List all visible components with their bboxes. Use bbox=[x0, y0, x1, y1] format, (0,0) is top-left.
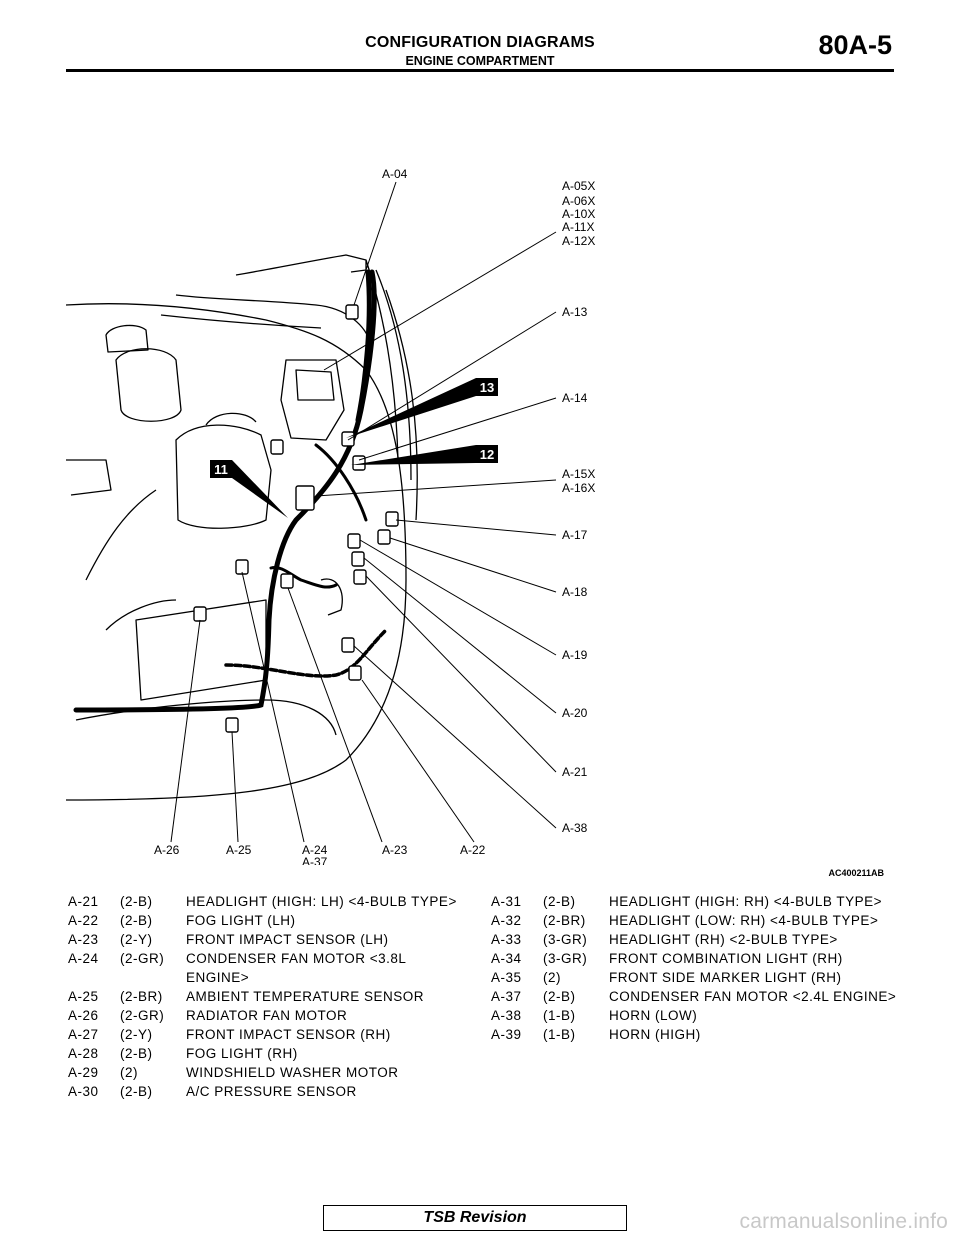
tag-11 bbox=[210, 460, 288, 518]
callout-a25: A-25 bbox=[226, 843, 252, 857]
connector-description: HORN (LOW) bbox=[609, 1008, 698, 1023]
engine-compartment-diagram bbox=[66, 160, 896, 865]
engine-outline bbox=[66, 255, 417, 800]
connector-code: A-26 bbox=[68, 1008, 99, 1023]
tag-11-label: 11 bbox=[214, 462, 228, 477]
connector-code: A-28 bbox=[68, 1046, 99, 1061]
legend-row bbox=[68, 1063, 468, 1082]
connector-description: FOG LIGHT (LH) bbox=[186, 913, 296, 928]
connector-code: A-21 bbox=[68, 894, 99, 909]
tag-13-label: 13 bbox=[479, 380, 495, 395]
callout-a18: A-18 bbox=[562, 585, 588, 599]
connector-description: FRONT IMPACT SENSOR (LH) bbox=[186, 932, 389, 947]
connector-description: FRONT COMBINATION LIGHT (RH) bbox=[609, 951, 843, 966]
connector-type: (3-GR) bbox=[543, 932, 588, 947]
connector-code: A-33 bbox=[491, 932, 522, 947]
legend-row bbox=[68, 1082, 468, 1101]
callout-a11x: A-11X bbox=[562, 220, 595, 234]
connector-type: (1-B) bbox=[543, 1008, 576, 1023]
page-number: 80A-5 bbox=[818, 30, 892, 60]
legend-row bbox=[491, 949, 901, 968]
connector-description: HEADLIGHT (HIGH: LH) <4-BULB TYPE> bbox=[186, 894, 457, 909]
connector-description: FOG LIGHT (RH) bbox=[186, 1046, 298, 1061]
callout-a13: A-13 bbox=[562, 305, 588, 319]
section-title: CONFIGURATION DIAGRAMS bbox=[365, 34, 595, 51]
figure-code: AC400211AB bbox=[828, 868, 884, 878]
connector-type: (3-GR) bbox=[543, 951, 588, 966]
callout-a19: A-19 bbox=[562, 648, 588, 662]
callout-a22: A-22 bbox=[460, 843, 486, 857]
legend-row bbox=[491, 1025, 901, 1044]
callout-a38: A-38 bbox=[562, 821, 588, 835]
legend-row bbox=[68, 949, 468, 987]
header-rule bbox=[66, 69, 894, 72]
callout-a21: A-21 bbox=[562, 765, 588, 779]
callout-a26: A-26 bbox=[154, 843, 180, 857]
tsb-revision-box: TSB Revision bbox=[323, 1205, 627, 1231]
connector-description: CONDENSER FAN MOTOR <2.4L ENGINE> bbox=[609, 989, 897, 1004]
connector-type: (2) bbox=[120, 1065, 138, 1080]
callout-labels bbox=[154, 167, 595, 865]
connector-description: RADIATOR FAN MOTOR bbox=[186, 1008, 348, 1023]
connector-code: A-27 bbox=[68, 1027, 99, 1042]
legend-row bbox=[68, 1044, 468, 1063]
connector-legend-right bbox=[491, 892, 901, 1044]
connector-description: WINDSHIELD WASHER MOTOR bbox=[186, 1065, 399, 1080]
connector-code: A-22 bbox=[68, 913, 99, 928]
connector-legend-left bbox=[68, 892, 468, 1101]
legend-row bbox=[68, 911, 468, 930]
legend-row bbox=[491, 911, 901, 930]
connector-type: (2-B) bbox=[120, 913, 153, 928]
connector-type: (1-B) bbox=[543, 1027, 576, 1042]
legend-row bbox=[68, 987, 468, 1006]
connector-code: A-35 bbox=[491, 970, 522, 985]
connector-description: A/C PRESSURE SENSOR bbox=[186, 1084, 357, 1099]
legend-row bbox=[491, 892, 901, 911]
connector-code: A-37 bbox=[491, 989, 522, 1004]
callout-a12x: A-12X bbox=[562, 234, 596, 248]
callout-a06x: A-06X bbox=[562, 194, 596, 208]
connector-type: (2-BR) bbox=[120, 989, 163, 1004]
connector-code: A-39 bbox=[491, 1027, 522, 1042]
connector-code: A-25 bbox=[68, 989, 99, 1004]
connector-code: A-31 bbox=[491, 894, 522, 909]
callout-a16x: A-16X bbox=[562, 481, 596, 495]
legend-row bbox=[68, 892, 468, 911]
legend-row bbox=[68, 930, 468, 949]
connector-code: A-29 bbox=[68, 1065, 99, 1080]
callout-a37: A-37 bbox=[302, 855, 328, 865]
connector-description: HEADLIGHT (RH) <2-BULB TYPE> bbox=[609, 932, 838, 947]
watermark: carmanualsonline.info bbox=[739, 1210, 948, 1233]
connector-type: (2-GR) bbox=[120, 1008, 165, 1023]
tag-13 bbox=[346, 378, 498, 438]
tag-12 bbox=[351, 445, 498, 465]
connector-code: A-34 bbox=[491, 951, 522, 966]
connector-description: CONDENSER FAN MOTOR <3.8L ENGINE> bbox=[186, 951, 406, 985]
legend-row bbox=[491, 987, 901, 1006]
connector-type: (2-B) bbox=[543, 894, 576, 909]
connector-description: HEADLIGHT (LOW: RH) <4-BULB TYPE> bbox=[609, 913, 879, 928]
callout-a20: A-20 bbox=[562, 706, 588, 720]
callout-a17: A-17 bbox=[562, 528, 588, 542]
connector-code: A-24 bbox=[68, 951, 99, 966]
connector-type: (2-B) bbox=[120, 1084, 153, 1099]
callout-a14: A-14 bbox=[562, 391, 588, 405]
connector-code: A-30 bbox=[68, 1084, 99, 1099]
connector-description: FRONT IMPACT SENSOR (RH) bbox=[186, 1027, 391, 1042]
connector-type: (2-Y) bbox=[120, 1027, 153, 1042]
callout-a04: A-04 bbox=[382, 167, 408, 181]
callout-a24: A-24 bbox=[302, 843, 328, 857]
callout-a10x: A-10X bbox=[562, 207, 596, 221]
callout-a05x: A-05X bbox=[562, 179, 596, 193]
callout-a23: A-23 bbox=[382, 843, 408, 857]
connector-type: (2-B) bbox=[120, 1046, 153, 1061]
connector-type: (2-B) bbox=[120, 894, 153, 909]
callout-a15x: A-15X bbox=[562, 467, 596, 481]
legend-row bbox=[491, 1006, 901, 1025]
connector-code: A-38 bbox=[491, 1008, 522, 1023]
legend-row bbox=[491, 930, 901, 949]
connector-description: FRONT SIDE MARKER LIGHT (RH) bbox=[609, 970, 842, 985]
legend-row bbox=[491, 968, 901, 987]
connector-type: (2-Y) bbox=[120, 932, 153, 947]
connector-code: A-32 bbox=[491, 913, 522, 928]
harness bbox=[76, 272, 386, 710]
connector-description: HEADLIGHT (HIGH: RH) <4-BULB TYPE> bbox=[609, 894, 883, 909]
connector-description: AMBIENT TEMPERATURE SENSOR bbox=[186, 989, 425, 1004]
legend-row bbox=[68, 1025, 468, 1044]
connector-description: HORN (HIGH) bbox=[609, 1027, 701, 1042]
legend-row bbox=[68, 1006, 468, 1025]
connector-type: (2-BR) bbox=[543, 913, 586, 928]
connector-type: (2-GR) bbox=[120, 951, 165, 966]
section-subtitle: ENGINE COMPARTMENT bbox=[405, 54, 555, 68]
connector-type: (2) bbox=[543, 970, 561, 985]
connector-type: (2-B) bbox=[543, 989, 576, 1004]
connector-code: A-23 bbox=[68, 932, 99, 947]
tag-12-label: 12 bbox=[479, 447, 495, 462]
